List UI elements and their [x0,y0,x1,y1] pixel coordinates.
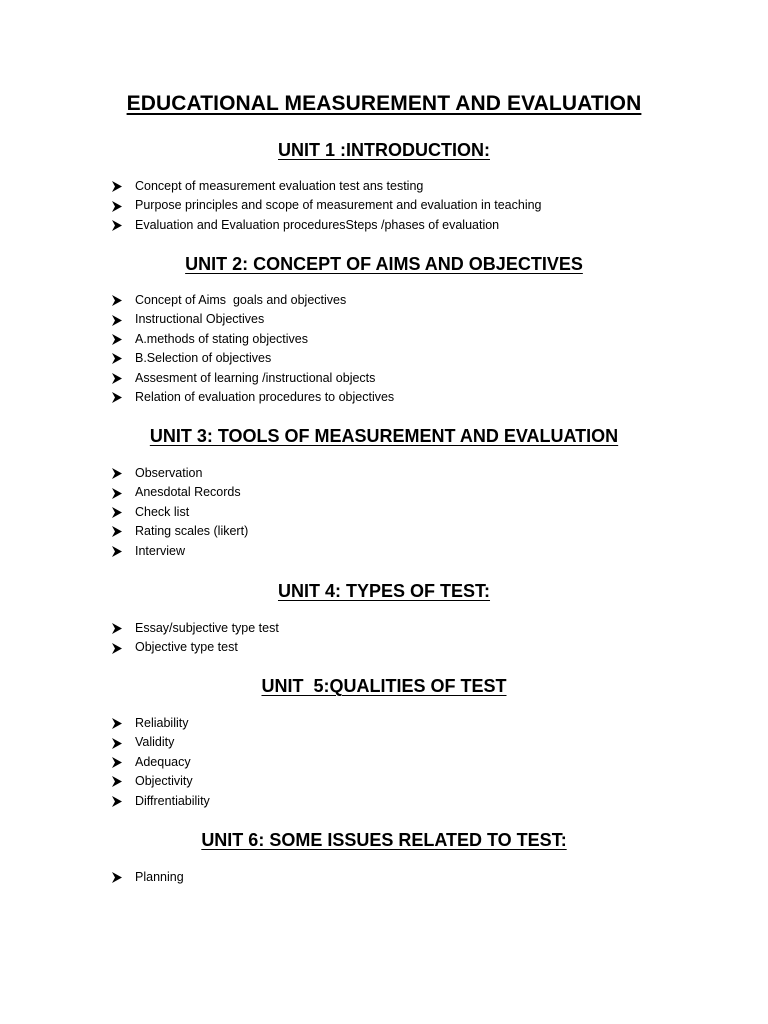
arrow-bullet-icon [112,718,122,729]
arrow-bullet-icon [112,315,122,326]
list-item [112,619,279,638]
arrow-bullet-icon [112,507,122,518]
arrow-bullet-icon [112,776,122,787]
list-item-text: Concept of measurement evaluation test ans testing [135,179,424,193]
unit-5-list [112,714,210,811]
list-item-text: Validity [135,735,175,750]
arrow-bullet-icon [112,872,122,883]
list-item [112,330,394,349]
arrow-bullet-icon [112,353,122,364]
arrow-bullet-icon [112,546,122,557]
list-item [112,483,248,502]
list-item-text: Evaluation and Evaluation proceduresSteps /phases of evaluation [135,217,500,232]
arrow-bullet-icon [112,181,122,192]
unit-6-list [112,868,184,887]
list-item-text: Objective type test [135,640,238,655]
arrow-bullet-icon [112,488,122,499]
list-item-text: Essay/subjective type test [135,621,279,635]
list-item-text: Adequacy [135,754,191,769]
unit-5-heading: UNIT 5:QUALITIES OF TEST [261,676,507,696]
list-item-text: A.methods of stating objectives [135,331,309,346]
unit-1-list [112,177,542,235]
arrow-bullet-icon [112,201,122,212]
unit-4-list [112,619,279,658]
arrow-bullet-icon [112,643,122,654]
list-item [112,349,394,368]
unit-3-heading: UNIT 3: TOOLS OF MEASUREMENT AND EVALUATION [149,426,619,446]
arrow-bullet-icon [112,392,122,403]
unit-2-heading: UNIT 2: CONCEPT OF AIMS AND OBJECTIVES [185,254,583,274]
arrow-bullet-icon [112,738,122,749]
arrow-bullet-icon [112,334,122,345]
document-title: EDUCATIONAL MEASUREMENT AND EVALUATION [126,92,642,115]
list-item-text: Diffrentiability [135,793,210,808]
list-item-text: Planning [135,870,184,884]
list-item [112,753,210,772]
list-item-text: Check list [135,504,190,519]
list-item-text: Relation of evaluation procedures to objectives [135,389,395,404]
list-item [112,522,248,541]
list-item [112,464,248,483]
arrow-bullet-icon [112,373,122,384]
list-item [112,216,542,235]
arrow-bullet-icon [112,623,122,634]
unit-1-heading: UNIT 1 :INTRODUCTION: [278,140,490,160]
list-item-text: Concept of Aims goals and objectives [135,293,347,307]
list-item [112,792,210,811]
unit-6-heading: UNIT 6: SOME ISSUES RELATED TO TEST: [201,830,567,850]
arrow-bullet-icon [112,295,122,306]
list-item-text: Purpose principles and scope of measurement and evaluation in teaching [135,198,542,213]
unit-3-list [112,464,248,561]
list-item-text: Observation [135,466,203,480]
arrow-bullet-icon [112,757,122,768]
list-item-text: B.Selection of objectives [135,351,272,366]
list-item-text: Objectivity [135,774,193,789]
arrow-bullet-icon [112,526,122,537]
list-item [112,310,394,329]
list-item [112,196,542,215]
list-item [112,503,248,522]
list-item-text: Rating scales (likert) [135,524,249,539]
list-item-text: Instructional Objectives [135,312,265,327]
list-item [112,733,210,752]
arrow-bullet-icon [112,796,122,807]
arrow-bullet-icon [112,220,122,231]
unit-2-list [112,291,394,407]
list-item-text: Interview [135,543,186,558]
list-item [112,868,184,887]
list-item-text: Anesdotal Records [135,485,241,500]
list-item [112,542,248,561]
list-item [112,714,210,733]
list-item [112,369,394,388]
list-item [112,388,394,407]
list-item [112,177,542,196]
unit-4-heading: UNIT 4: TYPES OF TEST: [277,581,491,601]
list-item [112,772,210,791]
arrow-bullet-icon [112,468,122,479]
list-item [112,638,279,657]
list-item-text: Reliability [135,716,189,730]
list-item [112,291,394,310]
list-item-text: Assesment of learning /instructional objects [135,370,376,385]
